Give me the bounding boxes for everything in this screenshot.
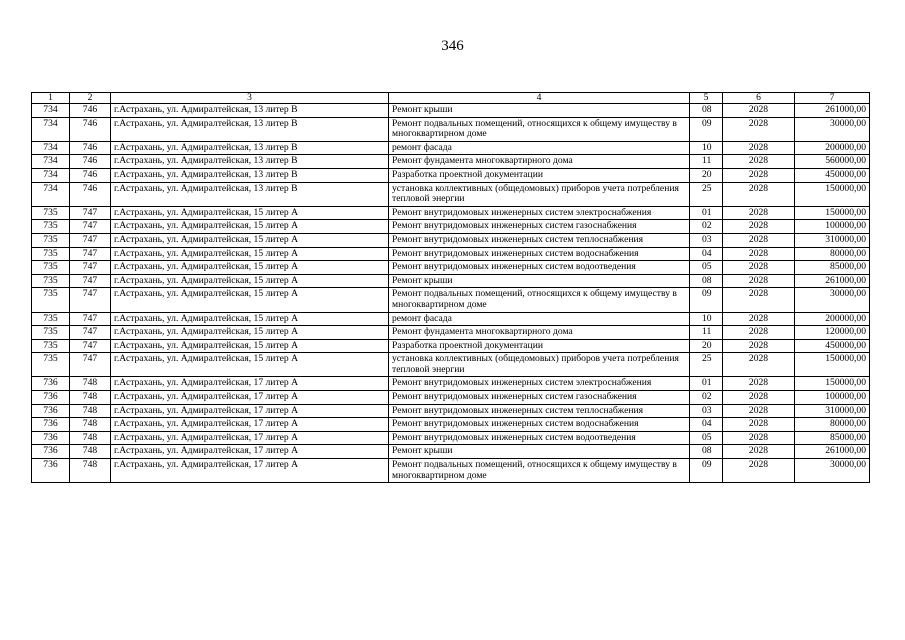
cost-cell: 30000,00 (795, 117, 870, 141)
year-cell: 2028 (723, 104, 795, 118)
column-header: 4 (389, 93, 690, 104)
work-type-cell: ремонт фасада (389, 312, 690, 326)
address-cell: г.Астрахань, ул. Адмиралтейская, 15 литер А (111, 247, 389, 261)
object-number-cell: 748 (70, 431, 111, 445)
address-cell: г.Астрахань, ул. Адмиралтейская, 13 литер В (111, 168, 389, 182)
address-cell: г.Астрахань, ул. Адмиралтейская, 13 литер В (111, 155, 389, 169)
row-number-cell: 734 (32, 141, 70, 155)
cost-cell: 450000,00 (795, 339, 870, 353)
cost-cell: 310000,00 (795, 233, 870, 247)
address-cell: г.Астрахань, ул. Адмиралтейская, 15 литер А (111, 220, 389, 234)
year-cell: 2028 (723, 391, 795, 405)
work-type-cell: Ремонт крыши (389, 104, 690, 118)
table-row (32, 404, 870, 418)
table-row (32, 459, 870, 483)
table-row (32, 117, 870, 141)
table-row (32, 168, 870, 182)
work-type-cell: ремонт фасада (389, 141, 690, 155)
cost-cell: 80000,00 (795, 418, 870, 432)
table-row (32, 326, 870, 340)
table-row (32, 353, 870, 377)
work-code-cell: 05 (690, 431, 723, 445)
table-row (32, 431, 870, 445)
row-number-cell: 736 (32, 391, 70, 405)
year-cell: 2028 (723, 274, 795, 288)
object-number-cell: 747 (70, 220, 111, 234)
column-header: 2 (70, 93, 111, 104)
table-body (32, 104, 870, 483)
table-row (32, 104, 870, 118)
column-header: 3 (111, 93, 389, 104)
cost-cell: 310000,00 (795, 404, 870, 418)
row-number-cell: 735 (32, 233, 70, 247)
cost-cell: 85000,00 (795, 261, 870, 275)
cost-cell: 30000,00 (795, 459, 870, 483)
year-cell: 2028 (723, 233, 795, 247)
object-number-cell: 747 (70, 247, 111, 261)
work-code-cell: 09 (690, 288, 723, 312)
work-type-cell: Ремонт внутридомовых инженерных систем теплоснабжения (389, 404, 690, 418)
work-code-cell: 02 (690, 391, 723, 405)
cost-cell: 261000,00 (795, 445, 870, 459)
row-number-cell: 734 (32, 155, 70, 169)
row-number-cell: 736 (32, 431, 70, 445)
year-cell: 2028 (723, 326, 795, 340)
cost-cell: 150000,00 (795, 206, 870, 220)
cost-cell: 100000,00 (795, 391, 870, 405)
row-number-cell: 735 (32, 312, 70, 326)
year-cell: 2028 (723, 312, 795, 326)
work-type-cell: Ремонт крыши (389, 274, 690, 288)
work-code-cell: 10 (690, 312, 723, 326)
work-code-cell: 04 (690, 418, 723, 432)
row-number-cell: 736 (32, 445, 70, 459)
table-row (32, 339, 870, 353)
cost-cell: 85000,00 (795, 431, 870, 445)
row-number-cell: 735 (32, 206, 70, 220)
row-number-cell: 735 (32, 274, 70, 288)
work-code-cell: 10 (690, 141, 723, 155)
work-type-cell: Ремонт внутридомовых инженерных систем теплоснабжения (389, 233, 690, 247)
table-row (32, 261, 870, 275)
cost-cell: 200000,00 (795, 141, 870, 155)
year-cell: 2028 (723, 431, 795, 445)
year-cell: 2028 (723, 220, 795, 234)
year-cell: 2028 (723, 418, 795, 432)
row-number-cell: 735 (32, 220, 70, 234)
year-cell: 2028 (723, 353, 795, 377)
work-type-cell: Ремонт крыши (389, 445, 690, 459)
work-type-cell: Ремонт фундамента многоквартирного дома (389, 155, 690, 169)
work-type-cell: Ремонт внутридомовых инженерных систем водоотведения (389, 431, 690, 445)
table-row (32, 312, 870, 326)
address-cell: г.Астрахань, ул. Адмиралтейская, 13 литер В (111, 141, 389, 155)
row-number-cell: 734 (32, 117, 70, 141)
object-number-cell: 746 (70, 104, 111, 118)
table-row (32, 233, 870, 247)
table-row (32, 182, 870, 206)
year-cell: 2028 (723, 404, 795, 418)
address-cell: г.Астрахань, ул. Адмиралтейская, 15 литер А (111, 326, 389, 340)
object-number-cell: 746 (70, 141, 111, 155)
year-cell: 2028 (723, 141, 795, 155)
work-code-cell: 11 (690, 155, 723, 169)
object-number-cell: 746 (70, 182, 111, 206)
table-row (32, 377, 870, 391)
address-cell: г.Астрахань, ул. Адмиралтейская, 13 литер В (111, 117, 389, 141)
address-cell: г.Астрахань, ул. Адмиралтейская, 15 литер А (111, 312, 389, 326)
address-cell: г.Астрахань, ул. Адмиралтейская, 17 литер А (111, 431, 389, 445)
object-number-cell: 747 (70, 326, 111, 340)
table-row (32, 155, 870, 169)
work-type-cell: Ремонт внутридомовых инженерных систем электроснабжения (389, 377, 690, 391)
object-number-cell: 748 (70, 445, 111, 459)
work-type-cell: Ремонт фундамента многоквартирного дома (389, 326, 690, 340)
work-type-cell: Разработка проектной документации (389, 339, 690, 353)
cost-cell: 200000,00 (795, 312, 870, 326)
work-code-cell: 08 (690, 274, 723, 288)
work-type-cell: Ремонт подвальных помещений, относящихся к общему имуществу в многоквартирном доме (389, 117, 690, 141)
object-number-cell: 747 (70, 206, 111, 220)
year-cell: 2028 (723, 261, 795, 275)
work-code-cell: 04 (690, 247, 723, 261)
address-cell: г.Астрахань, ул. Адмиралтейская, 15 литер А (111, 353, 389, 377)
object-number-cell: 748 (70, 377, 111, 391)
year-cell: 2028 (723, 459, 795, 483)
address-cell: г.Астрахань, ул. Адмиралтейская, 17 литер А (111, 418, 389, 432)
table-row (32, 445, 870, 459)
work-code-cell: 03 (690, 404, 723, 418)
work-type-cell: Ремонт внутридомовых инженерных систем водоснабжения (389, 247, 690, 261)
object-number-cell: 746 (70, 168, 111, 182)
row-number-cell: 734 (32, 104, 70, 118)
work-code-cell: 09 (690, 117, 723, 141)
year-cell: 2028 (723, 168, 795, 182)
year-cell: 2028 (723, 445, 795, 459)
work-code-cell: 08 (690, 445, 723, 459)
row-number-cell: 736 (32, 377, 70, 391)
cost-cell: 120000,00 (795, 326, 870, 340)
work-type-cell: Ремонт внутридомовых инженерных систем газоснабжения (389, 220, 690, 234)
row-number-cell: 734 (32, 182, 70, 206)
repair-schedule-table (31, 92, 870, 483)
year-cell: 2028 (723, 339, 795, 353)
address-cell: г.Астрахань, ул. Адмиралтейская, 17 литер А (111, 377, 389, 391)
column-header: 5 (690, 93, 723, 104)
object-number-cell: 748 (70, 391, 111, 405)
work-type-cell: Ремонт внутридомовых инженерных систем водоотведения (389, 261, 690, 275)
address-cell: г.Астрахань, ул. Адмиралтейская, 15 литер А (111, 274, 389, 288)
row-number-cell: 735 (32, 261, 70, 275)
address-cell: г.Астрахань, ул. Адмиралтейская, 17 литер А (111, 404, 389, 418)
year-cell: 2028 (723, 288, 795, 312)
table-row (32, 247, 870, 261)
work-type-cell: Ремонт подвальных помещений, относящихся к общему имуществу в многоквартирном доме (389, 459, 690, 483)
work-type-cell: установка коллективных (общедомовых) приборов учета потребления тепловой энергии (389, 353, 690, 377)
address-cell: г.Астрахань, ул. Адмиралтейская, 17 литер А (111, 391, 389, 405)
address-cell: г.Астрахань, ул. Адмиралтейская, 17 литер А (111, 459, 389, 483)
object-number-cell: 748 (70, 459, 111, 483)
table-row (32, 288, 870, 312)
work-code-cell: 09 (690, 459, 723, 483)
address-cell: г.Астрахань, ул. Адмиралтейская, 13 литер В (111, 182, 389, 206)
row-number-cell: 735 (32, 288, 70, 312)
work-code-cell: 08 (690, 104, 723, 118)
object-number-cell: 746 (70, 155, 111, 169)
work-code-cell: 20 (690, 168, 723, 182)
cost-cell: 80000,00 (795, 247, 870, 261)
table-header-row (32, 93, 870, 104)
table-row (32, 206, 870, 220)
page-number: 346 (441, 38, 464, 54)
object-number-cell: 747 (70, 274, 111, 288)
cost-cell: 560000,00 (795, 155, 870, 169)
work-code-cell: 02 (690, 220, 723, 234)
address-cell: г.Астрахань, ул. Адмиралтейская, 15 литер А (111, 261, 389, 275)
work-code-cell: 20 (690, 339, 723, 353)
table-row (32, 274, 870, 288)
year-cell: 2028 (723, 117, 795, 141)
work-type-cell: установка коллективных (общедомовых) приборов учета потребления тепловой энергии (389, 182, 690, 206)
cost-cell: 150000,00 (795, 182, 870, 206)
work-type-cell: Ремонт внутридомовых инженерных систем водоснабжения (389, 418, 690, 432)
table-row (32, 391, 870, 405)
object-number-cell: 748 (70, 418, 111, 432)
row-number-cell: 735 (32, 339, 70, 353)
row-number-cell: 736 (32, 459, 70, 483)
work-type-cell: Разработка проектной документации (389, 168, 690, 182)
column-header: 1 (32, 93, 70, 104)
year-cell: 2028 (723, 182, 795, 206)
address-cell: г.Астрахань, ул. Адмиралтейская, 15 литер А (111, 233, 389, 247)
work-type-cell: Ремонт подвальных помещений, относящихся к общему имуществу в многоквартирном доме (389, 288, 690, 312)
object-number-cell: 748 (70, 404, 111, 418)
address-cell: г.Астрахань, ул. Адмиралтейская, 15 литер А (111, 339, 389, 353)
cost-cell: 261000,00 (795, 274, 870, 288)
cost-cell: 150000,00 (795, 377, 870, 391)
cost-cell: 450000,00 (795, 168, 870, 182)
address-cell: г.Астрахань, ул. Адмиралтейская, 17 литер А (111, 445, 389, 459)
object-number-cell: 747 (70, 288, 111, 312)
cost-cell: 150000,00 (795, 353, 870, 377)
object-number-cell: 747 (70, 233, 111, 247)
object-number-cell: 747 (70, 312, 111, 326)
work-code-cell: 25 (690, 182, 723, 206)
object-number-cell: 746 (70, 117, 111, 141)
year-cell: 2028 (723, 247, 795, 261)
address-cell: г.Астрахань, ул. Адмиралтейская, 15 литер А (111, 288, 389, 312)
row-number-cell: 736 (32, 404, 70, 418)
row-number-cell: 734 (32, 168, 70, 182)
object-number-cell: 747 (70, 261, 111, 275)
year-cell: 2028 (723, 206, 795, 220)
row-number-cell: 735 (32, 353, 70, 377)
work-code-cell: 11 (690, 326, 723, 340)
work-type-cell: Ремонт внутридомовых инженерных систем газоснабжения (389, 391, 690, 405)
row-number-cell: 735 (32, 326, 70, 340)
work-code-cell: 01 (690, 377, 723, 391)
work-type-cell: Ремонт внутридомовых инженерных систем электроснабжения (389, 206, 690, 220)
year-cell: 2028 (723, 377, 795, 391)
table-row (32, 220, 870, 234)
address-cell: г.Астрахань, ул. Адмиралтейская, 13 литер В (111, 104, 389, 118)
object-number-cell: 747 (70, 339, 111, 353)
work-code-cell: 01 (690, 206, 723, 220)
work-code-cell: 03 (690, 233, 723, 247)
column-header: 6 (723, 93, 795, 104)
work-code-cell: 25 (690, 353, 723, 377)
year-cell: 2028 (723, 155, 795, 169)
table-row (32, 141, 870, 155)
object-number-cell: 747 (70, 353, 111, 377)
cost-cell: 30000,00 (795, 288, 870, 312)
address-cell: г.Астрахань, ул. Адмиралтейская, 15 литер А (111, 206, 389, 220)
work-code-cell: 05 (690, 261, 723, 275)
cost-cell: 261000,00 (795, 104, 870, 118)
cost-cell: 100000,00 (795, 220, 870, 234)
row-number-cell: 735 (32, 247, 70, 261)
column-header: 7 (795, 93, 870, 104)
table-row (32, 418, 870, 432)
row-number-cell: 736 (32, 418, 70, 432)
